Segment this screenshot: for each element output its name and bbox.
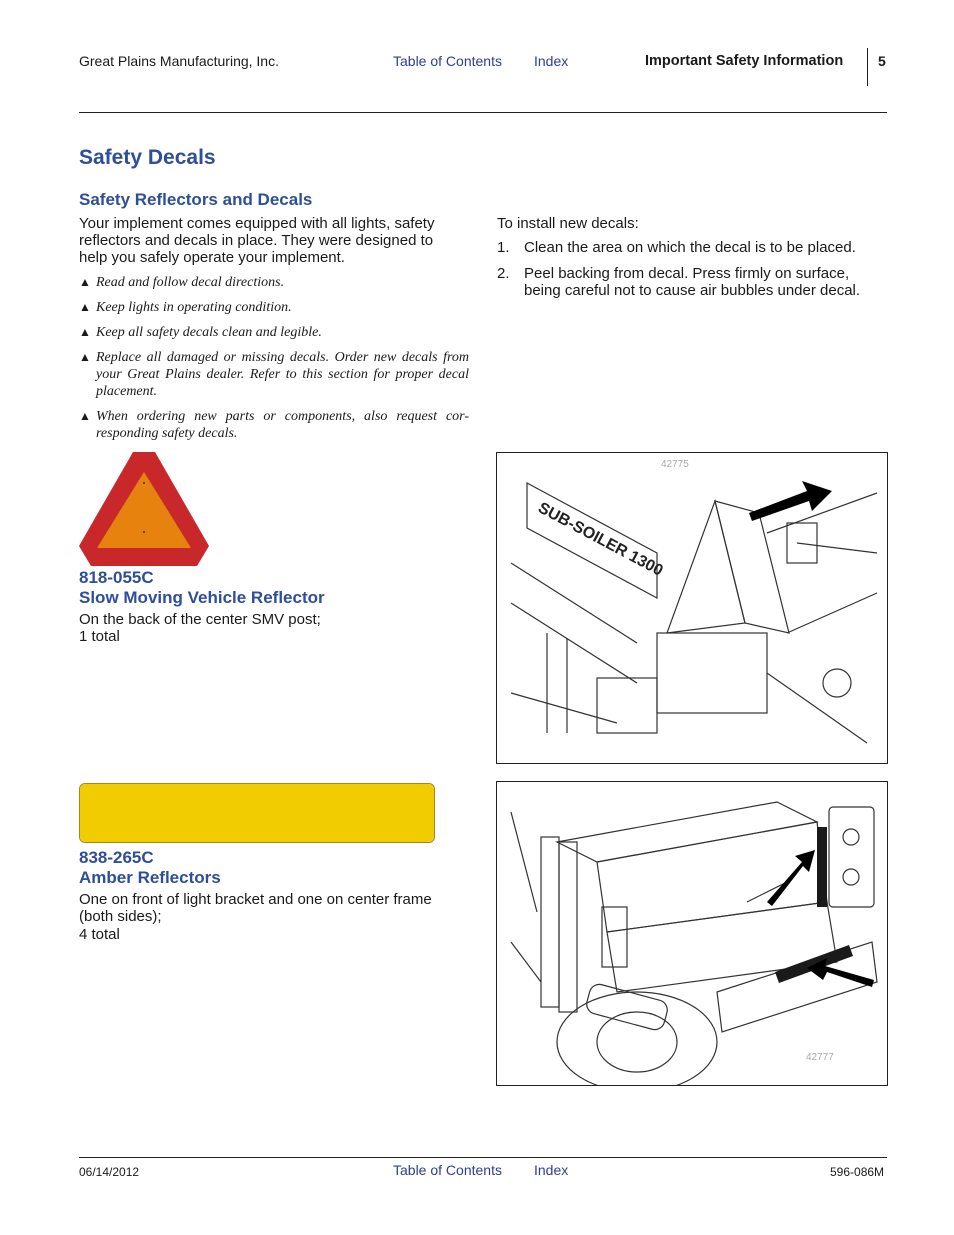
amber-reflector-mark-horizontal xyxy=(775,945,853,983)
header-index-link[interactable]: Index xyxy=(534,53,569,69)
decal-2-part-number: 838-265C xyxy=(79,848,154,867)
smv-reflector-image xyxy=(79,452,209,566)
decal-1-count: 1 total xyxy=(79,628,120,645)
header-divider xyxy=(867,48,868,86)
footer-index-link[interactable]: Index xyxy=(534,1162,569,1178)
decal-2-location: One on front of light bracket and one on center frame (both sides); xyxy=(79,891,432,925)
amber-reflector-image xyxy=(79,783,435,843)
amber-location-figure xyxy=(496,781,888,1086)
section-subtitle: Safety Reflectors and Decals xyxy=(79,190,313,209)
install-lead: To install new decals: xyxy=(497,215,639,232)
bullet-item: ▲ Read and follow decal directions. xyxy=(79,275,285,290)
figure-number: 42777 xyxy=(806,1052,834,1063)
decal-2-name: Amber Reflectors xyxy=(79,868,221,887)
bullet-item: ▲ Replace all damaged or missing decals. Order new decals from your Great Plains dealer. Refer to this section for proper decal placement. xyxy=(79,350,469,399)
install-step: 1. Clean the area on which the decal is to be placed. xyxy=(497,239,856,256)
header-rule xyxy=(79,112,887,113)
company-name: Great Plains Manufacturing, Inc. xyxy=(79,53,279,69)
header-toc-link[interactable]: Table of Contents xyxy=(393,53,502,69)
decal-1-name: Slow Moving Vehicle Reflector xyxy=(79,588,325,607)
page-title: Safety Decals xyxy=(79,146,216,169)
safety-bullets xyxy=(79,274,469,450)
decal-1-part-number: 818-055C xyxy=(79,568,154,587)
machine-rear-illustration xyxy=(497,453,887,763)
footer-date: 06/14/2012 xyxy=(79,1165,140,1179)
warning-triangle-icon: ▲ xyxy=(79,325,91,339)
install-step: 2. Peel backing from decal. Press firmly on surface, being careful not to cause air bubbles under decal. xyxy=(497,265,861,299)
decal-1-location: On the back of the center SMV post; xyxy=(79,611,321,628)
warning-triangle-icon: ▲ xyxy=(79,300,91,314)
footer-rule xyxy=(79,1157,887,1158)
warning-triangle-icon: ▲ xyxy=(79,409,91,423)
install-steps xyxy=(497,239,887,308)
light-bracket-illustration xyxy=(497,782,887,1085)
svg-text:SUB-SOILER 1300: SUB-SOILER 1300 xyxy=(535,499,666,580)
section-title: Important Safety Information xyxy=(645,53,844,69)
amber-reflector-mark-vertical xyxy=(817,827,827,907)
smv-location-figure xyxy=(496,452,888,764)
bullet-item: ▲ Keep lights in operating condition. xyxy=(79,300,292,315)
arrow-icon xyxy=(749,481,832,521)
bullet-item: ▲ Keep all safety decals clean and legible. xyxy=(79,325,322,340)
warning-triangle-icon: ▲ xyxy=(79,275,91,289)
page-number: 5 xyxy=(878,53,886,69)
arrow-icon xyxy=(767,850,815,906)
footer-toc-link[interactable]: Table of Contents xyxy=(393,1162,502,1178)
decal-2-count: 4 total xyxy=(79,926,120,943)
figure-number: 42775 xyxy=(661,459,689,470)
warning-triangle-icon: ▲ xyxy=(79,350,91,364)
intro-paragraph: Your implement comes equipped with all lights, safety reflectors and decals in place. They were designed to help you safely operate your implement. xyxy=(79,215,435,266)
bullet-item: ▲ When ordering new parts or components, also request cor-responding safety decals. xyxy=(79,409,469,441)
doc-number: 596-086M xyxy=(830,1165,885,1179)
